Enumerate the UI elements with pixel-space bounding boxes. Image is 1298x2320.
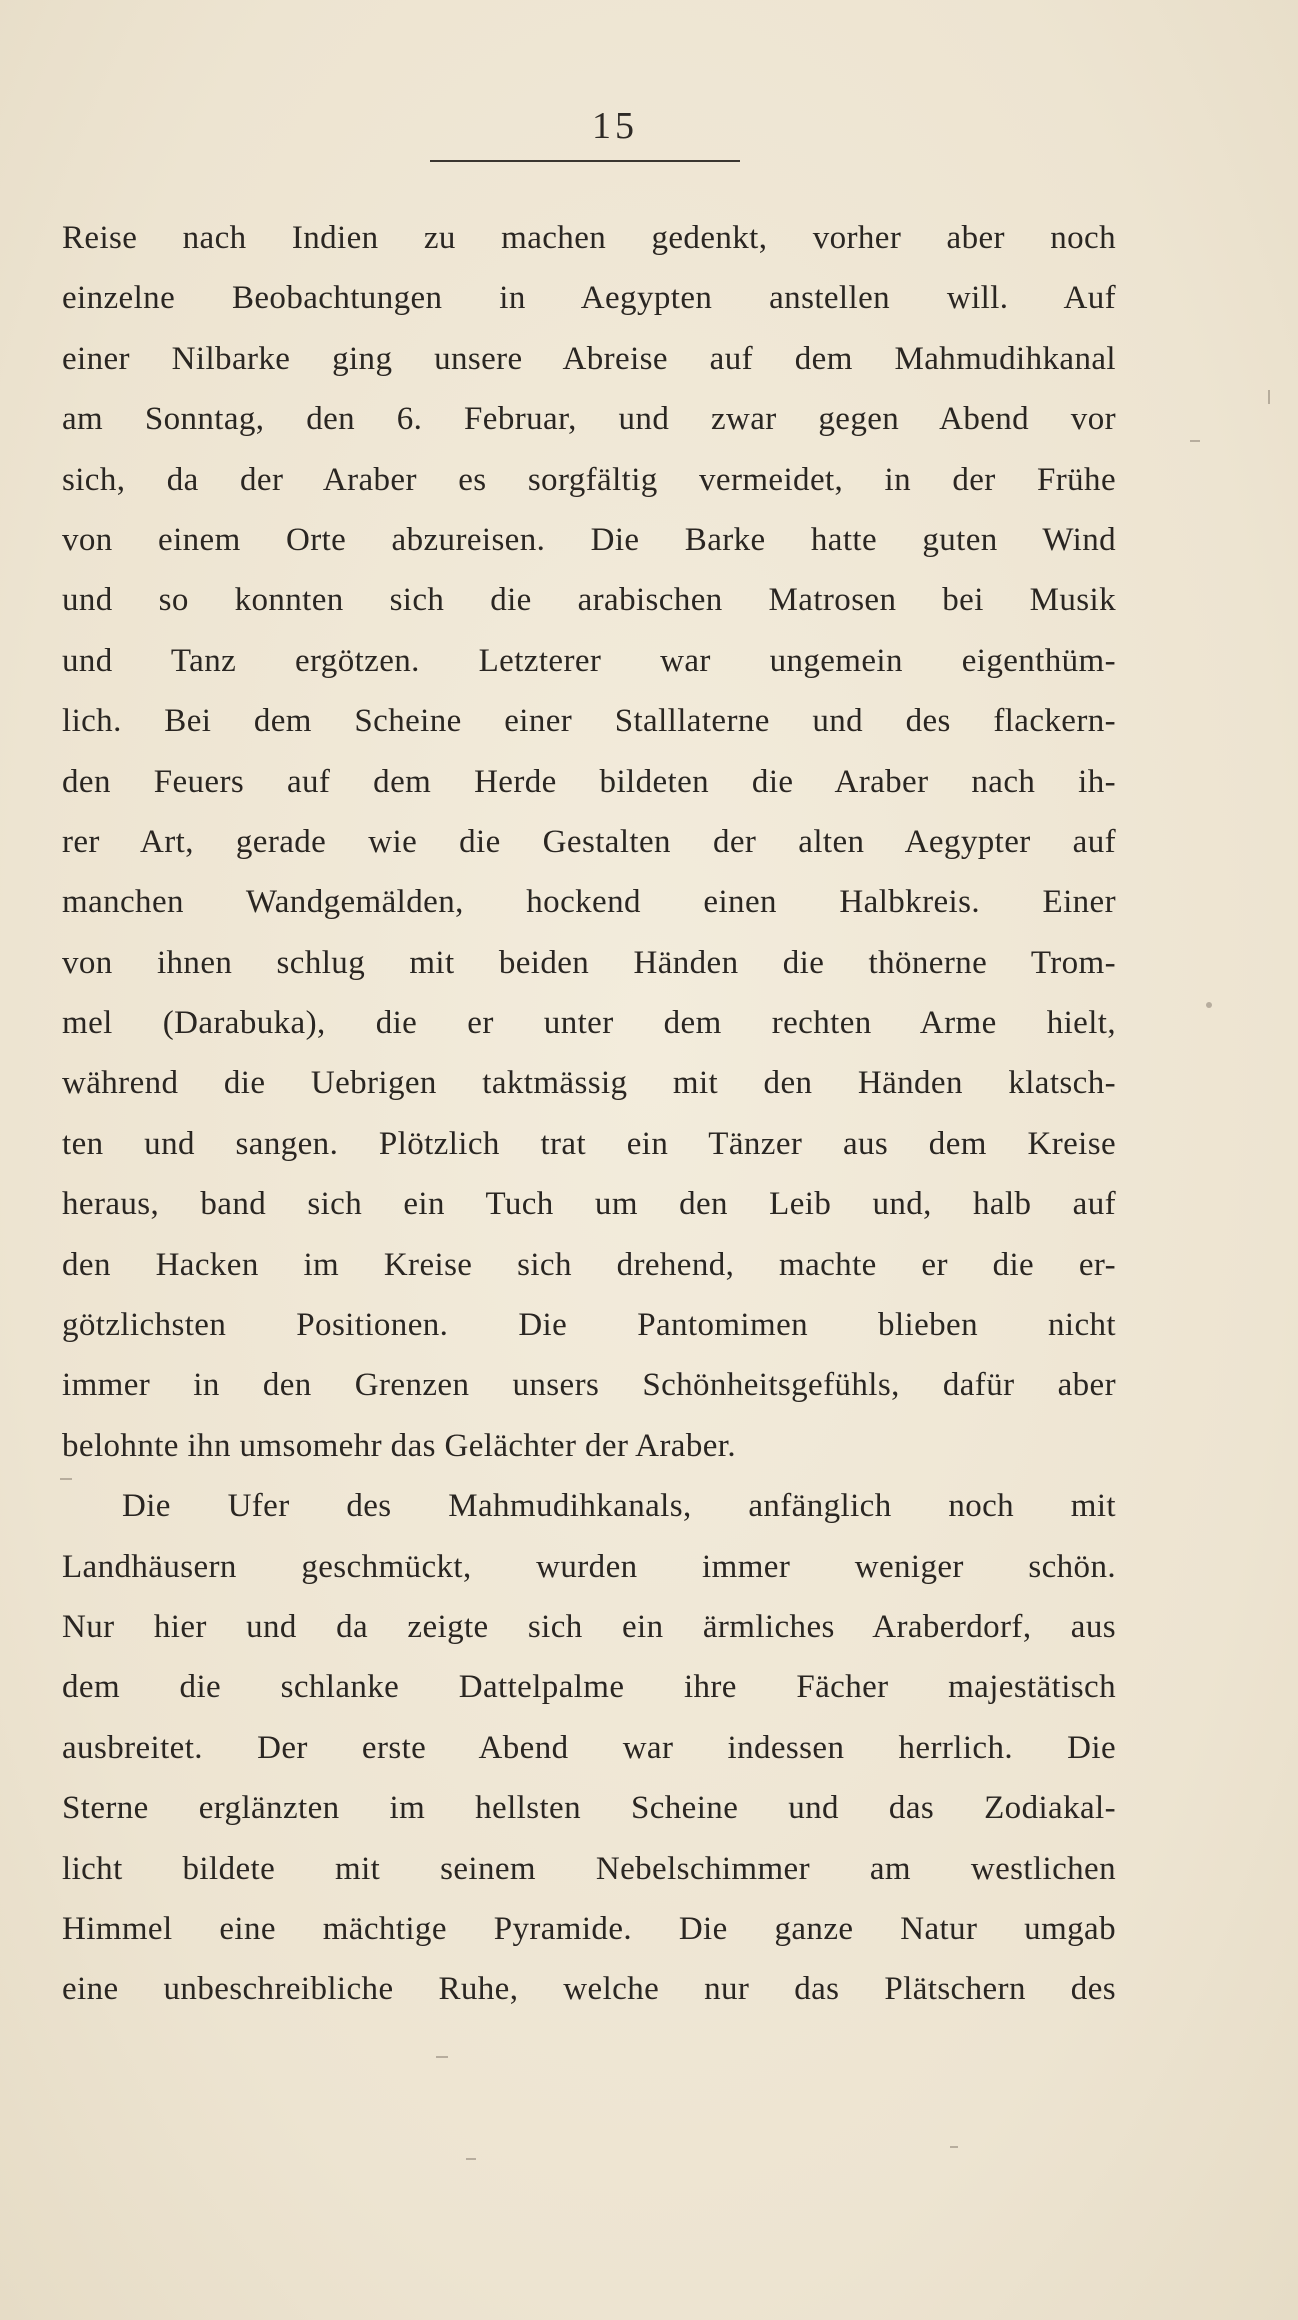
paper-speck: [1206, 1002, 1212, 1008]
text-line: Nur hier und da zeigte sich ein ärmliches Araberdorf, aus: [62, 1608, 1116, 1645]
body-text: [62, 208, 1116, 2020]
text-line: Die Ufer des Mahmudihkanals, anfänglich noch mit: [122, 1488, 1116, 1525]
text-line: einer Nilbarke ging unsere Abreise auf dem Mahmudihkanal: [62, 340, 1116, 377]
text-line: götzlichsten Positionen. Die Pantomimen blieben nicht: [62, 1307, 1116, 1344]
paper-speck: [436, 2056, 448, 2058]
text-line: sich, da der Araber es sorgfältig vermeidet, in der Frühe: [62, 461, 1116, 498]
paper-speck: [1190, 440, 1200, 442]
text-line: ausbreitet. Der erste Abend war indessen herrlich. Die: [62, 1729, 1116, 1766]
text-line: während die Uebrigen taktmässig mit den Händen klatsch-: [62, 1065, 1116, 1102]
paper-speck: [466, 2158, 476, 2160]
page-number: 15: [592, 105, 638, 147]
text-line: den Feuers auf dem Herde bildeten die Araber nach ih-: [62, 763, 1116, 800]
text-line: immer in den Grenzen unsers Schönheitsgefühls, dafür aber: [62, 1367, 1116, 1404]
text-line: rer Art, gerade wie die Gestalten der alten Aegypter auf: [62, 823, 1116, 860]
text-line: eine unbeschreibliche Ruhe, welche nur das Plätschern des: [62, 1971, 1116, 2008]
text-line: einzelne Beobachtungen in Aegypten anstellen will. Auf: [62, 280, 1116, 317]
paragraph-1: [62, 208, 1116, 1476]
text-line: Landhäusern geschmückt, wurden immer weniger schön.: [62, 1548, 1116, 1585]
text-line: und Tanz ergötzen. Letzterer war ungemein eigenthüm-: [62, 642, 1116, 679]
paragraph-2: [62, 1476, 1116, 2020]
text-line: lich. Bei dem Scheine einer Stalllaterne und des flackern-: [62, 703, 1116, 740]
text-line: Reise nach Indien zu machen gedenkt, vorher aber noch: [62, 220, 1116, 256]
text-line: am Sonntag, den 6. Februar, und zwar gegen Abend vor: [62, 401, 1116, 438]
text-line: ten und sangen. Plötzlich trat ein Tänzer aus dem Kreise: [62, 1125, 1116, 1162]
text-line: von ihnen schlug mit beiden Händen die thönerne Trom-: [62, 944, 1116, 981]
text-line: Himmel eine mächtige Pyramide. Die ganze Natur umgab: [62, 1910, 1116, 1947]
text-line: heraus, band sich ein Tuch um den Leib und, halb auf: [62, 1186, 1116, 1223]
header-rule: [430, 160, 740, 162]
paper-speck: [1268, 390, 1270, 404]
paper-speck: [60, 1478, 72, 1480]
text-line: belohnte ihn umsomehr das Gelächter der Araber.: [62, 1427, 736, 1464]
text-line: Sterne erglänzten im hellsten Scheine und das Zodiakal-: [62, 1790, 1116, 1827]
text-line: dem die schlanke Dattelpalme ihre Fächer majestätisch: [62, 1669, 1116, 1706]
text-line: licht bildete mit seinem Nebelschimmer am westlichen: [62, 1850, 1116, 1887]
paper-speck: [950, 2146, 958, 2148]
text-line: von einem Orte abzureisen. Die Barke hatte guten Wind: [62, 521, 1116, 558]
text-line: und so konnten sich die arabischen Matrosen bei Musik: [62, 582, 1116, 619]
text-line: den Hacken im Kreise sich drehend, machte er die er-: [62, 1246, 1116, 1283]
text-line: manchen Wandgemälden, hockend einen Halbkreis. Einer: [62, 884, 1116, 921]
text-line: mel (Darabuka), die er unter dem rechten Arme hielt,: [62, 1005, 1116, 1042]
